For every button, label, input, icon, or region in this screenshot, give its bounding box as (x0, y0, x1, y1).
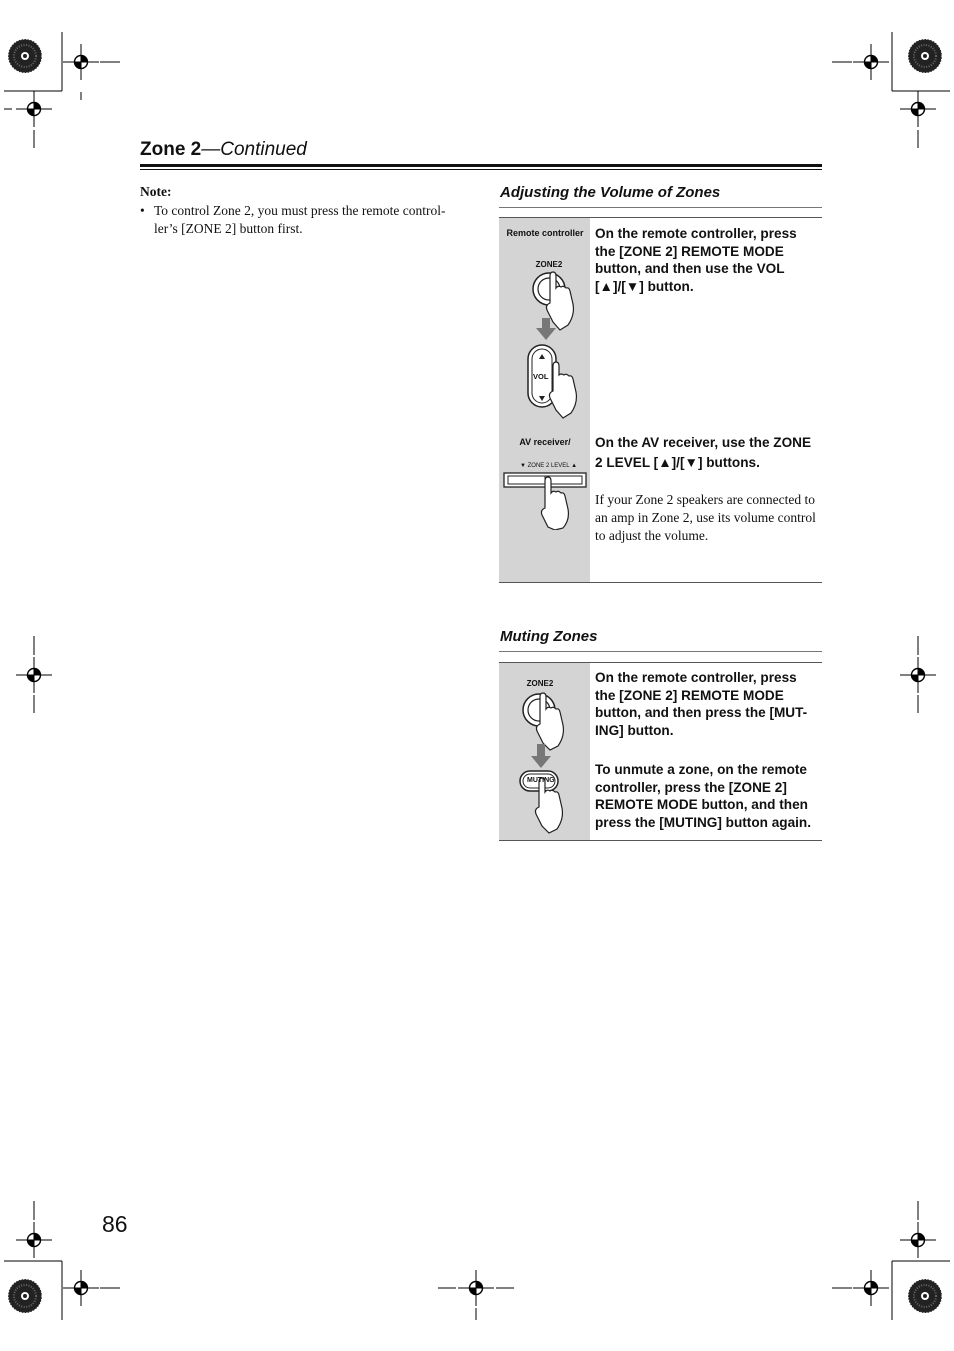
remote-instruction: On the remote controller, press the [ZONE 2] REMOTE MODE button, and then use the VOL [▲]/[▼] button. (595, 226, 797, 294)
header-dash: — (201, 139, 221, 160)
header-section: Zone 2 (140, 139, 202, 160)
remote-controller-label: Remote controller (506, 228, 584, 238)
pointing-hand-icon (549, 362, 576, 418)
zone2-button-label: ZONE2 (526, 679, 554, 688)
table-bottom-rule (499, 840, 822, 841)
zone2-level-label: ▼ ZONE 2 LEVEL ▲ (520, 463, 578, 469)
header-continued: Continued (220, 139, 307, 160)
bullet-mark: • (140, 203, 145, 218)
page-number: 86 (102, 1211, 128, 1237)
section-rule (499, 207, 822, 208)
zone2-level-buttons-illustration (503, 470, 589, 530)
muting-buttons-illustration (510, 690, 585, 835)
volume-section-title: Adjusting the Volume of Zones (500, 184, 721, 201)
vol-label: VOL (533, 372, 549, 381)
muting-section-title: Muting Zones (500, 628, 598, 645)
note-heading: Note: (140, 184, 172, 199)
header-rule-thin (140, 169, 822, 170)
header-rule (140, 164, 822, 167)
av-receiver-label: AV receiver/ (519, 437, 571, 447)
muting-label: MUTING (527, 777, 555, 784)
amp-note: If your Zone 2 speakers are connected to an amp in Zone 2, use its volume control to adjust the volume. (595, 492, 816, 543)
remote-buttons-illustration (520, 270, 590, 420)
unmute-instruction: To unmute a zone, on the remote controller, press the [ZONE 2] REMOTE MODE button, and then press the [MUTING] button again. (595, 762, 811, 830)
note-text: To control Zone 2, you must press the remote control-ler’s [ZONE 2] button first. (154, 203, 446, 236)
zone2-button-label: ZONE2 (535, 260, 563, 269)
page-header-title (140, 139, 307, 161)
table-bottom-rule (499, 582, 822, 583)
receiver-instruction: On the AV receiver, use the ZONE 2 LEVEL [▲]/[▼] buttons. (595, 435, 812, 470)
mute-instruction: On the remote controller, press the [ZONE 2] REMOTE MODE button, and then press the [MUT-ING] button. (595, 670, 808, 738)
note-bullet (140, 202, 465, 237)
section-rule (499, 651, 822, 652)
